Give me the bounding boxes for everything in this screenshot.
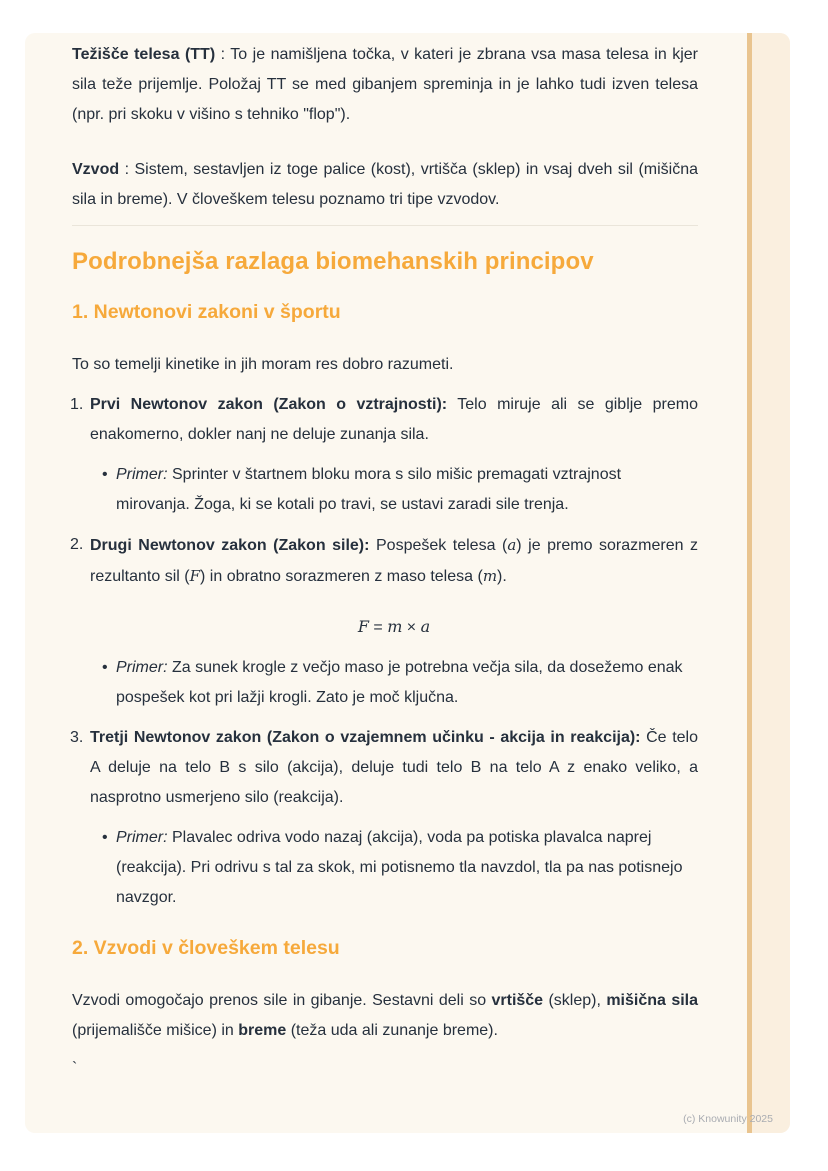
bullet-dot: • bbox=[102, 466, 108, 483]
text-run: a bbox=[507, 536, 517, 554]
text-run: Plavalec odriva vodo nazaj (akcija), voda pa potiska plavalca naprej (reakcija). Pri odrivu s tal za skok, mi potisnemo tla navzdol, tla pa nas potisnejo navzgor. bbox=[116, 829, 683, 906]
text-run: Drugi Newtonov zakon (Zakon sile): bbox=[90, 537, 370, 554]
list-item-number: 3. bbox=[70, 729, 84, 746]
bullet-item bbox=[90, 460, 698, 520]
text-run: Primer: bbox=[116, 829, 168, 846]
numbered-list bbox=[72, 390, 698, 913]
bullet-dot: • bbox=[102, 829, 108, 846]
bullet-item bbox=[90, 653, 698, 713]
list-item-number: 2. bbox=[70, 536, 84, 553]
math-formula bbox=[90, 612, 698, 643]
bullet-item-text bbox=[116, 460, 698, 520]
text-run: × bbox=[402, 619, 421, 636]
text-run: breme bbox=[238, 1022, 287, 1039]
text-run: Sprinter v štartnem bloku mora s silo mišic premagati vztrajnost mirovanja. Žoga, ki se kotali po travi, se ustavi zaradi sile trenja. bbox=[116, 466, 622, 513]
list-item-text bbox=[90, 390, 698, 450]
text-run: F bbox=[189, 567, 201, 585]
subsection-heading: 2. Vzvodi v človeškem telesu bbox=[72, 937, 340, 959]
stray-backtick bbox=[72, 1054, 698, 1084]
text-run: Primer: bbox=[116, 659, 168, 676]
paragraph bbox=[72, 986, 698, 1046]
text-run: : To je namišljena točka, v kateri je zbrana vsa masa telesa in kjer sila teže prijemlje. Položaj TT se med gibanjem spreminja in je lahko tudi izven telesa (npr. pri skoku v višino s tehniko "flop"). bbox=[72, 46, 698, 123]
text-run: ). bbox=[497, 568, 507, 585]
bullet-item bbox=[90, 823, 698, 913]
list-item-text bbox=[90, 723, 698, 813]
list-item-number: 1. bbox=[70, 396, 84, 413]
text-run: (teža uda ali zunanje breme). bbox=[286, 1022, 498, 1039]
text-run: Prvi Newtonov zakon (Zakon o vztrajnosti): bbox=[90, 396, 448, 413]
text-run: m bbox=[387, 617, 403, 636]
document-page bbox=[25, 33, 790, 1133]
page-right-margin-strip bbox=[752, 33, 790, 1133]
text-run: : Sistem, sestavljen iz toge palice (kost), vrtišča (sklep) in vsaj dveh sil (mišična sila in breme). V človeškem telesu poznamo tri tipe vzvodov. bbox=[72, 161, 698, 208]
text-run: Če telo A deluje na telo B s silo (akcija), deluje tudi telo B na telo A z enako veliko, a nasprotno usmerjeno silo (reakcija). bbox=[90, 729, 698, 806]
paragraph bbox=[72, 155, 698, 215]
subsection-heading: 1. Newtonovi zakoni v športu bbox=[72, 301, 341, 323]
bullet-item-text bbox=[116, 653, 698, 713]
bullet-dot: • bbox=[102, 659, 108, 676]
page-accent-bar bbox=[747, 33, 752, 1133]
list-item-body bbox=[90, 390, 698, 520]
text-run: = bbox=[368, 619, 388, 636]
list-item bbox=[70, 390, 698, 520]
text-run: Težišče telesa (TT) bbox=[72, 46, 216, 63]
text-run: Vzvodi omogočajo prenos sile in gibanje. Sestavni deli so bbox=[72, 992, 492, 1009]
text-run: ) je premo sorazmeren z rezultanto sil ( bbox=[90, 537, 699, 585]
text-run: m bbox=[482, 567, 498, 585]
paragraph bbox=[72, 350, 698, 380]
text-run: Primer: bbox=[116, 466, 168, 483]
section-heading: Podrobnejša razlaga biomehanskih principov bbox=[72, 248, 594, 275]
text-run: F bbox=[357, 617, 369, 636]
text-run: a bbox=[420, 617, 431, 636]
text-run: Vzvod bbox=[72, 161, 120, 178]
text-run: ` bbox=[72, 1060, 78, 1077]
text-run: Za sunek krogle z večjo maso je potrebna večja sila, da dosežemo enak pospešek kot pri lažji krogli. Zato je moč ključna. bbox=[116, 659, 683, 706]
paragraph bbox=[72, 40, 698, 130]
text-run: mišična sila bbox=[606, 992, 698, 1009]
knowunity-copyright: (c) Knowunity 2025 bbox=[683, 1113, 773, 1125]
list-item bbox=[70, 530, 698, 713]
bullet-item-text bbox=[116, 823, 698, 913]
list-item-body bbox=[90, 723, 698, 913]
text-run: (prijemališče mišice) in bbox=[72, 1022, 239, 1039]
text-run: To so temelji kinetike in jih moram res dobro razumeti. bbox=[72, 356, 454, 373]
list-item-body bbox=[90, 530, 698, 713]
text-run: Telo miruje ali se giblje premo enakomerno, dokler nanj ne deluje zunanja sila. bbox=[90, 396, 698, 443]
text-run: Tretji Newtonov zakon (Zakon o vzajemnem učinku - akcija in reakcija): bbox=[90, 729, 641, 746]
text-run: (sklep), bbox=[543, 992, 607, 1009]
text-run: ) in obratno sorazmeren z maso telesa ( bbox=[200, 568, 483, 585]
text-run: vrtišče bbox=[491, 992, 544, 1009]
text-run: Pospešek telesa ( bbox=[369, 537, 508, 554]
section-divider bbox=[72, 225, 698, 226]
list-item-text bbox=[90, 530, 698, 592]
list-item bbox=[70, 723, 698, 913]
document-content bbox=[72, 33, 698, 1084]
